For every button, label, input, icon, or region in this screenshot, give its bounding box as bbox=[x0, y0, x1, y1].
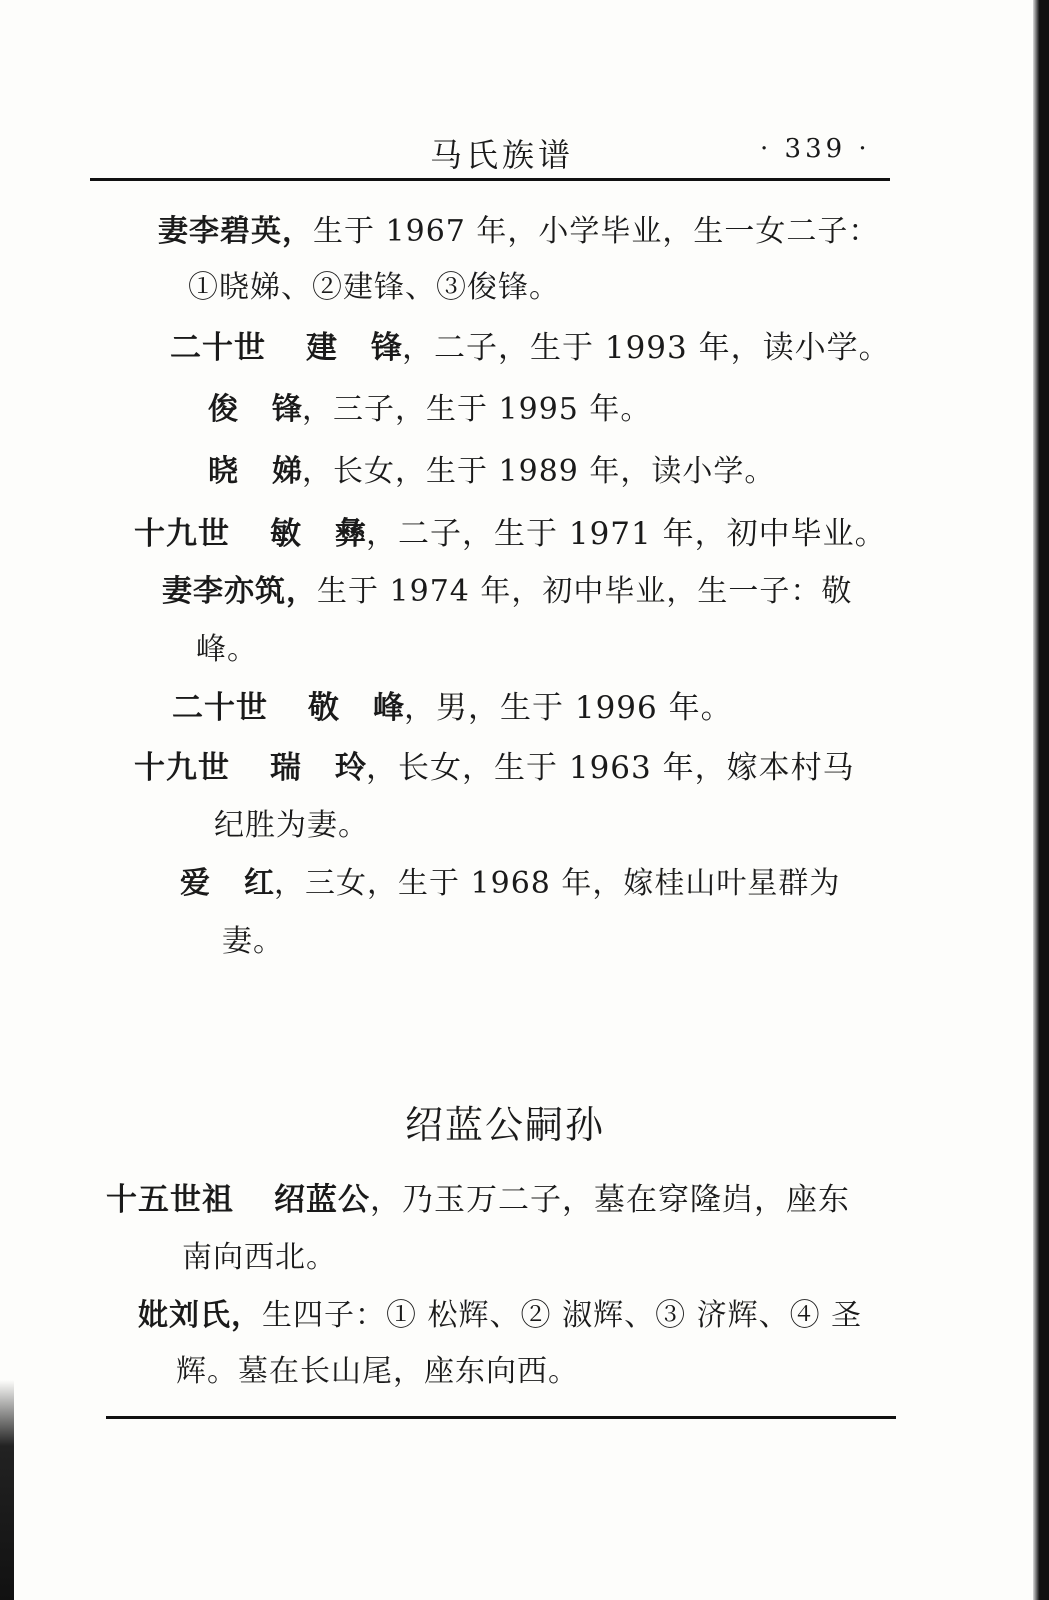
header-title: 马氏族谱 bbox=[430, 136, 575, 174]
person-name: 建锋 bbox=[306, 330, 436, 366]
ancestor-line bbox=[106, 1180, 850, 1220]
entry-line bbox=[134, 748, 855, 788]
entry-line bbox=[208, 452, 775, 492]
person-name: 瑞玲 bbox=[270, 750, 400, 786]
spouse-detail: 生于 1967 年，小学毕业，生一女二子： bbox=[313, 214, 880, 249]
generation-label: 十五世祖 bbox=[106, 1182, 234, 1218]
spouse-label: 妣刘氏， bbox=[138, 1298, 262, 1333]
entry-spouse-cont: ①晓娣、②建锋、③俊锋。 bbox=[188, 270, 560, 305]
spouse-line bbox=[138, 1296, 862, 1336]
ancestor-detail: ，乃玉万二子，墓在穿隆岿，座东 bbox=[370, 1182, 850, 1218]
entry-line bbox=[134, 514, 887, 554]
person-name: 俊锋 bbox=[208, 392, 336, 427]
generation-label: 十九世 bbox=[134, 750, 230, 786]
ancestor-cont: 南向西北。 bbox=[182, 1240, 337, 1275]
person-detail: ，三子，生于 1995 年。 bbox=[302, 392, 652, 427]
entry-spouse-cont: 峰。 bbox=[196, 632, 258, 667]
person-detail: ，二子，生于 1971 年，初中毕业。 bbox=[366, 516, 887, 552]
footer-rule bbox=[106, 1416, 896, 1419]
page-shadow bbox=[0, 1380, 14, 1600]
person-detail: ，三女，生于 1968 年，嫁桂山叶星群为 bbox=[274, 866, 841, 901]
person-name: 晓娣 bbox=[208, 454, 336, 489]
spouse-detail: 生四子：① 松辉、② 淑辉、③ 济辉、④ 圣 bbox=[262, 1298, 863, 1333]
entry-cont: 妻。 bbox=[222, 924, 284, 959]
entry-line bbox=[208, 390, 651, 430]
entry-line bbox=[170, 328, 891, 368]
spouse-name: 妻李碧英， bbox=[158, 214, 313, 249]
entry-line bbox=[180, 864, 840, 904]
header-rule bbox=[90, 178, 890, 181]
page-number: · 339 · bbox=[760, 134, 871, 164]
person-name: 敬峰 bbox=[308, 690, 438, 726]
generation-label: 二十世 bbox=[170, 330, 266, 366]
person-detail: ，男，生于 1996 年。 bbox=[404, 690, 733, 726]
spouse-detail: 生于 1974 年，初中毕业，生一子：敬 bbox=[317, 574, 853, 609]
ancestor-name: 绍蓝公 bbox=[274, 1182, 370, 1218]
entry-line bbox=[172, 688, 733, 728]
book-spine-edge bbox=[1033, 0, 1049, 1600]
person-detail: ，长女，生于 1989 年，读小学。 bbox=[302, 454, 776, 489]
person-name: 敏彝 bbox=[270, 516, 400, 552]
generation-label: 十九世 bbox=[134, 516, 230, 552]
entry-spouse-line bbox=[158, 212, 879, 252]
person-detail: ，长女，生于 1963 年，嫁本村马 bbox=[366, 750, 855, 786]
person-detail: ，二子，生于 1993 年，读小学。 bbox=[402, 330, 891, 366]
generation-label: 二十世 bbox=[172, 690, 268, 726]
entry-spouse-line bbox=[162, 572, 852, 612]
person-name: 爱红 bbox=[180, 866, 308, 901]
section-title: 绍蓝公嗣孙 bbox=[404, 1103, 605, 1147]
entry-cont: 纪胜为妻。 bbox=[214, 808, 369, 843]
spouse-cont: 辉。墓在长山尾，座东向西。 bbox=[176, 1354, 579, 1389]
spouse-name: 妻李亦筑， bbox=[162, 574, 317, 609]
